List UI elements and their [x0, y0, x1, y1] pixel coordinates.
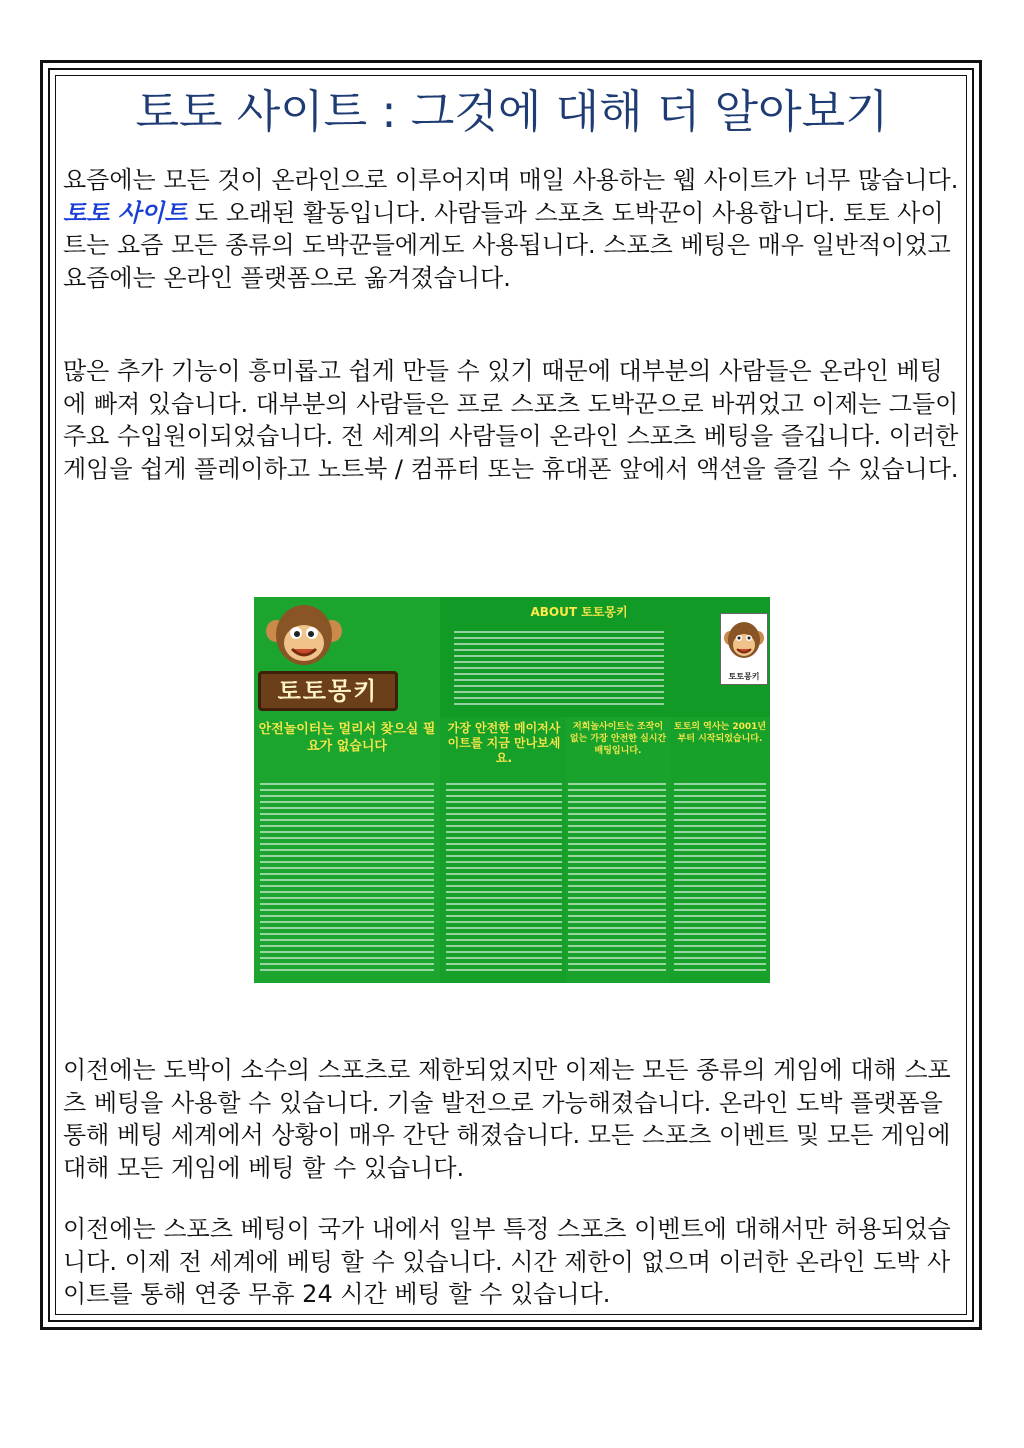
advert-badge-label: 토토몽키	[728, 672, 760, 681]
advert-heading-1: 안전놀이터는 멀리서 찾으실 필요가 없습니다	[258, 722, 436, 754]
paragraph-online-betting: 많은 추가 기능이 흥미롭고 쉽게 만들 수 있기 때문에 대부분의 사람들은 온라인 베팅에 빠져 있습니다. 대부분의 사람들은 프로 스포츠 도박꾼으로 바뀌었고 이제는 그들이 주요 수입원이되었습니다. 전 세계의 사람들이 온라인 스포츠 베팅을 즐깁니다. 이러한 게임을 쉽게 플레이하고 노트북 / 컴퓨터 또는 휴대폰 앞에서 액션을 즐길 수 있습니다.	[63, 357, 959, 483]
advert-sign: 토토몽키	[258, 671, 398, 711]
advert-body-text-4	[674, 783, 766, 975]
advert-heading-3: 저희놀사이트는 조작이 없는 가장 안전한 실시간 배팅입니다.	[569, 722, 667, 756]
paragraph-history: 이전에는 도박이 소수의 스포츠로 제한되었지만 이제는 모든 종류의 게임에 대해 스포츠 베팅을 사용할 수 있습니다. 기술 발전으로 가능해졌습니다. 온라인 도박 플랫폼을 통해 베팅 세계에서 상황이 매우 간단 해졌습니다. 모든 스포츠 이벤트 및 모든 게임에 대해 모든 게임에 베팅 할 수 있습니다.	[63, 1056, 951, 1182]
page-title: 토토 사이트 : 그것에 대해 더 알아보기	[135, 85, 889, 138]
advert-badge	[720, 613, 768, 685]
paragraph-intro	[63, 164, 963, 294]
advert-image	[254, 597, 770, 983]
toto-site-link[interactable]: 토토 사이트	[63, 198, 188, 227]
monkey-badge-icon	[721, 614, 767, 664]
intro-text-end: 도 오래된 활동입니다. 사람들과 스포츠 도박꾼이 사용합니다. 토토 사이트는 요즘 모든 종류의 도박꾼들에게도 사용됩니다. 스포츠 베팅은 매우 일반적이었고 요즘에는 온라인 플랫폼으로 옮겨졌습니다.	[63, 198, 951, 292]
advert-heading-4: 토토의 역사는 2001년부터 시작되었습니다.	[673, 722, 767, 744]
paragraph-global-betting: 이전에는 스포츠 베팅이 국가 내에서 일부 특정 스포츠 이벤트에 대해서만 허용되었습니다. 이제 전 세계에 베팅 할 수 있습니다. 시간 제한이 없으며 이러한 온라인 도박 사이트를 통해 연중 무휴 24 시간 베팅 할 수 있습니다.	[63, 1215, 951, 1308]
advert-body-text-1	[260, 783, 434, 975]
monkey-mascot-icon	[262, 601, 346, 673]
advert-body-text-3	[568, 783, 666, 975]
advert-heading-2: 가장 안전한 메이저사이트를 지금 만나보세요.	[447, 721, 561, 765]
advert-body-text-2	[446, 783, 562, 975]
intro-text-start: 요즘에는 모든 것이 온라인으로 이루어지며 매일 사용하는 웹 사이트가 너무 많습니다.	[63, 166, 959, 194]
advert-about-text	[454, 631, 664, 709]
advert-about-title: ABOUT 토토몽키	[530, 605, 628, 619]
